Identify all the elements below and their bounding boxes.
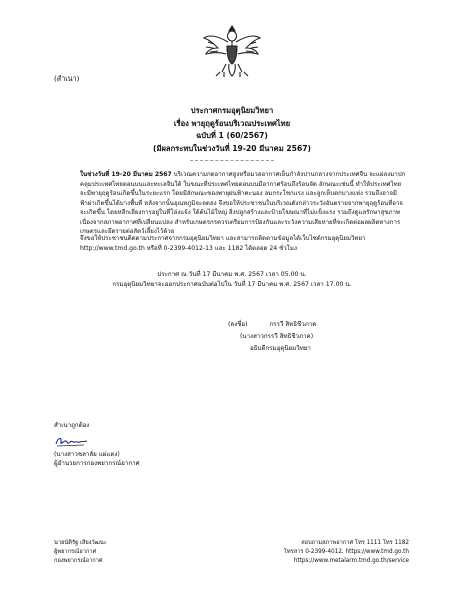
sign-label: (ลงชื่อ) [228, 321, 248, 328]
signer-position: อธิบดีกรมอุตุนิยมวิทยา [250, 345, 311, 352]
next-issue-date: กรมอุตุนิยมวิทยาจะออกประกาศฉบับต่อไปใน วันที่ 17 มีนาคม พ.ศ. 2567 เวลา 17.00 น. [112, 281, 352, 288]
certified-copy-label: สำเนาถูกต้อง [54, 422, 90, 429]
paragraph-lead: ในช่วงวันที่ 19-20 มีนาคม 2567 [80, 171, 172, 178]
announcement-title [0, 105, 464, 161]
signer-full-name: (นางสาวกรรวี สิทธิชีวภาค) [240, 333, 314, 340]
body-paragraph-1 [80, 170, 406, 237]
body-paragraph-2: จึงขอให้ประชาชนติดตามประกาศจากกรมอุตุนิยมวิทยา และสามารถติดตามข้อมูลได้เว็บไซต์กรมอุตุนิยมวิทยา http://www.tmd.go.th หรือที่ 0-2399-4012-13 และ 1182 ได้ตลอด 24 ชั่วโมง [80, 235, 366, 252]
certifier-position: ผู้อำนวยการกองพยากรณ์อากาศ [54, 460, 140, 467]
title-agency: ประกาศกรมอุตุนิยมวิทยา [190, 106, 274, 115]
title-effect-period: (มีผลกระทบในช่วงวันที่ 19-20 มีนาคม 2567) [152, 143, 311, 153]
title-subject: เรื่อง พายุฤดูร้อนบริเวณประเทศไทย [173, 118, 291, 128]
title-divider [190, 160, 274, 161]
paragraph-text: บริเวณความกดอากาศสูงหรือมวลอากาศเย็นกำลังปานกลางจากประเทศจีน จะแผ่ลงมาปกคลุมประเทศไทยตอนบนและทะเลจีนใต้ ในขณะที่ประเทศไทยตอนบนมีอากาศร้อนถึงร้อนจัด ลักษณะเช่นนี้ ทำให้ประเทศไทยจะมีพายุฤดูร้อนเกิดขึ้นในระยะแรก โดยมีลักษณะของพายุฝนฟ้าคะนอง ลมกระโชกแรง และลูกเห็บตกบางแห่ง รวมถึงอาจมีฟ้าผ่าเกิดขึ้นได้บางพื้นที่ หลังจากนั้นอุณหภูมิจะลดลง จึงขอให้ประชาชนในบริเวณดังกล่าวระวังอันตรายจากพายุฤดูร้อนที่อาจจะเกิดขึ้น โดยหลีกเลี่ยงการอยู่ในที่โล่งแจ้ง ใต้ต้นไม้ใหญ่ สิ่งปลูกสร้างและป้ายโฆษณาที่ไม่แข็งแรง รวมถึงดูแลรักษาสุขภาพเนื่องจากสภาพอากาศที่เปลี่ยนแปลง สำหรับเกษตรกรควรเตรียมการป้องกันและระวังความเสียหายที่จะเกิดต่อผลผลิตทางการเกษตรและยึดรายต่อสัตว์เลี้ยงไว้ด้วย [80, 171, 406, 236]
footer-author [54, 539, 107, 567]
certifier-name: (นางสาวชลาลัย แผ่แตง) [54, 451, 120, 458]
garuda-emblem-icon [200, 22, 264, 80]
contact-service-link[interactable]: https://www.metalarm.tmd.go.th/service [293, 558, 409, 565]
signature-line [228, 319, 316, 331]
copy-label: (สำเนา) [54, 74, 80, 83]
author-name: นายนัติรัฐ เสียงวัฒนะ [54, 540, 107, 546]
title-issue-number: ฉบับที่ 1 (60/2567) [196, 131, 268, 140]
author-title: ผู้พยากรณ์อากาศ [54, 549, 97, 556]
handwritten-initials [54, 434, 94, 448]
contact-fax-web: โทรสาร 0-2399-4012, https://www.tmd.go.th [283, 549, 409, 556]
author-division: กองพยากรณ์อากาศ [54, 558, 103, 565]
issued-date: ประกาศ ณ วันที่ 17 มีนาคม พ.ศ. 2567 เวลา 05.00 น. [157, 271, 307, 278]
certifier-block [54, 450, 140, 468]
sign-name: กรรวี สิทธิชีวภาค [269, 321, 317, 328]
contact-phone: สอบถามสภาพอากาศ โทร 1111 โทร 1182 [301, 540, 409, 546]
footer-contact [284, 539, 409, 567]
